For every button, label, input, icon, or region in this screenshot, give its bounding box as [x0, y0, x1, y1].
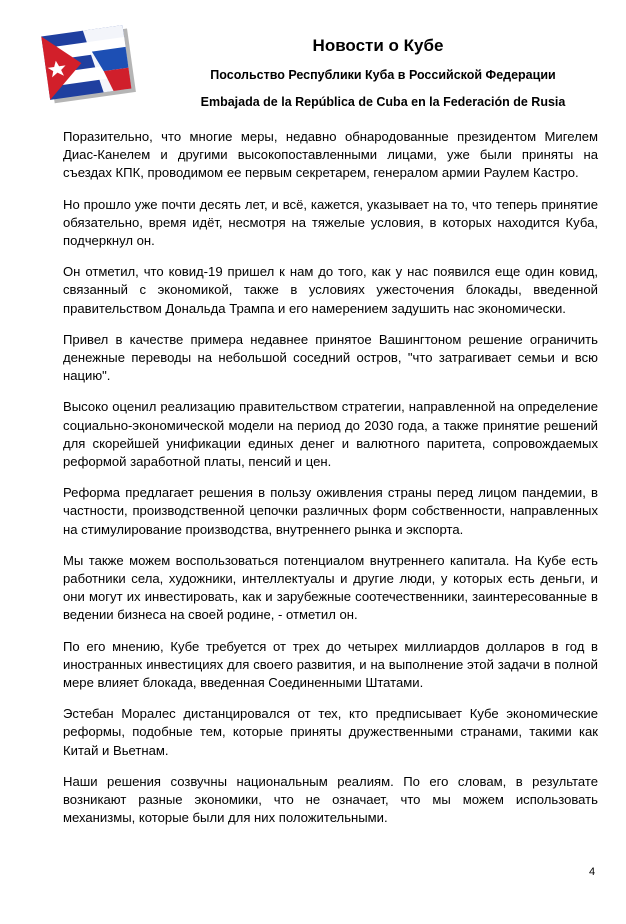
paragraph: Поразительно, что многие меры, недавно обнародованные президентом Мигелем Диас-Канелем и другими высокопоставленными лицами, уже были приняты на съездах КПК, проводимом ее первым секретарем, генералом армии Раулем Кастро.: [63, 129, 598, 181]
paragraph: Реформа предлагает решения в пользу оживления страны перед лицом пандемии, в частности, производственной цепочки различных форм собственности, направленных на стимулирование производства, внутреннего рынка и экспорта.: [63, 485, 598, 537]
paragraph: Наши решения созвучны национальным реалиям. По его словам, в результате возникают разные экономики, что не означает, что мы можем использовать механизмы, которые были для них положительными.: [63, 773, 598, 826]
paragraph: Мы также можем воспользоваться потенциалом внутреннего капитала. На Кубе есть работники села, художники, интеллектуалы и другие люди, у которых есть деньги, и они могут их инвестировать, как и зарубежные соотечественники, заинтересованные в ведении бизнеса на своей родине, - отметил он.: [63, 552, 598, 623]
article-body: [63, 128, 598, 841]
page-title: Новости о Кубе: [312, 36, 444, 55]
paragraph: Эстебан Моралес дистанцировался от тех, кто предписывает Кубе экономические реформы, подобные тем, которые приняты дружественными странами, такими как Китай и Вьетнам.: [63, 706, 598, 758]
flags-icon: [40, 22, 140, 112]
paragraph: По его мнению, Кубе требуется от трех до четырех миллиардов долларов в год в иностранных инвестициях для своего развития, и на выполнение этой задачи в полной мере влияет блокада, введенная Соединенными Штатами.: [63, 638, 598, 691]
paragraph: Но прошло уже почти десять лет, и всё, кажется, указывает на то, что теперь принятие обязательно, время идёт, несмотря на тяжелые условия, в которых находится Куба, подчеркнул он.: [63, 196, 598, 249]
embassy-name-es: Embajada de la República de Cuba en la Federación de Rusia: [200, 95, 566, 109]
paragraph: Высоко оценил реализацию правительством стратегии, направленной на определение социально-экономической модели на период до 2030 года, а также принятие решений для скорейшей унификации единых денег и валютного паритета, сопровождаемых реформой заработной платы, пенсий и цен.: [63, 399, 598, 470]
page-number: 4: [589, 866, 596, 878]
paragraph: Привел в качестве примера недавнее принятое Вашингтоном решение ограничить денежные переводы на небольшой соседний остров, "что затрагивает семьи и всю нацию".: [63, 331, 598, 384]
paragraph: Он отметил, что ковид-19 пришел к нам до того, как у нас появился еще один ковид, связанный с экономикой, также в условиях ужесточения блокады, введенной правительством Дональда Трампа и его намерением задушить нас экономически.: [63, 264, 598, 316]
embassy-name-ru: Посольство Республики Куба в Российской Федерации: [210, 68, 556, 82]
cuba-russia-flags-logo: [40, 22, 140, 112]
